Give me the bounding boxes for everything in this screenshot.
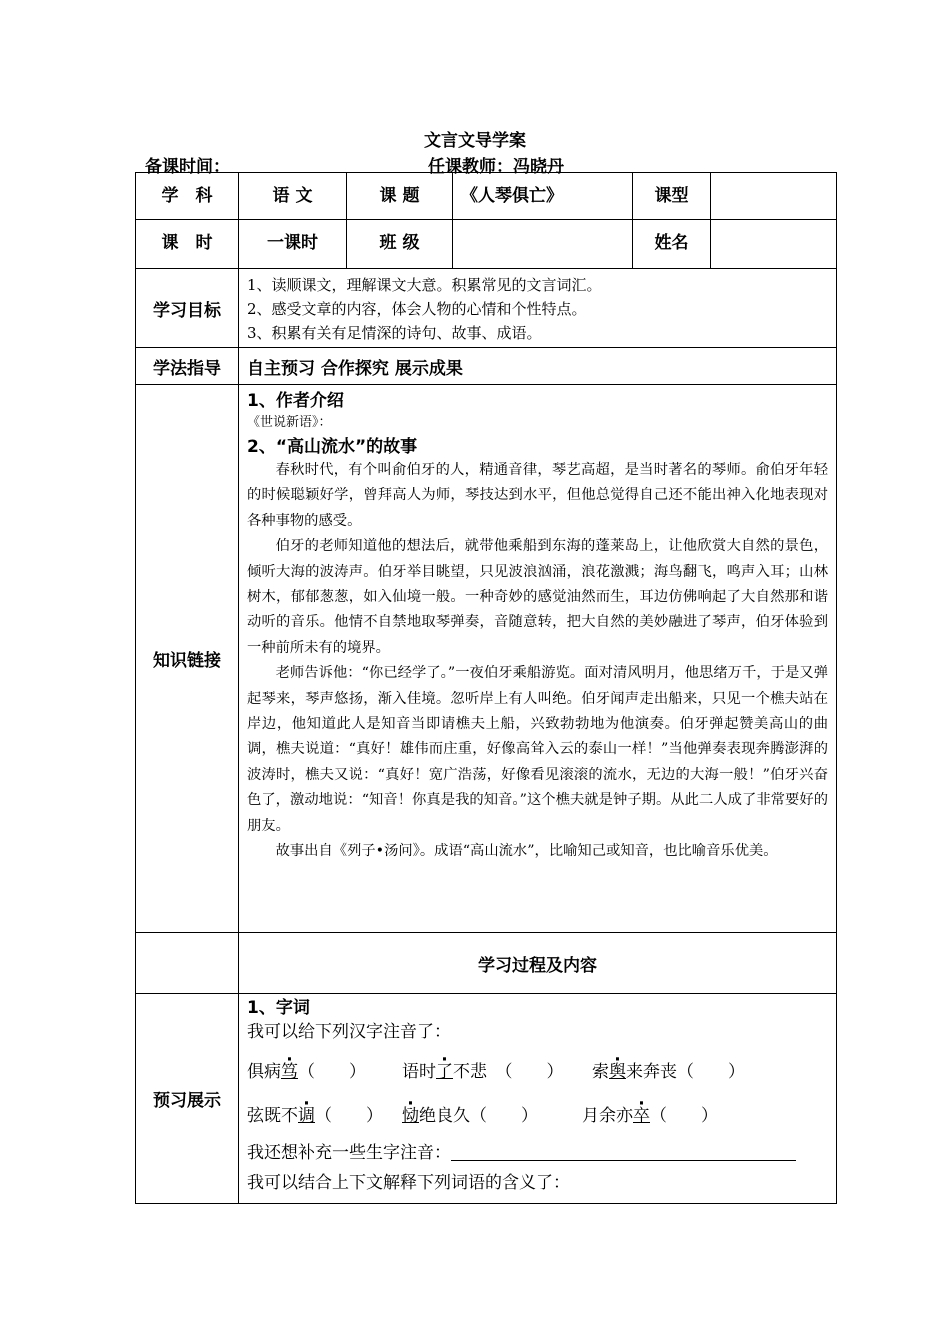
story-paragraph: 故事出自《列子•汤问》。成语“高山流水”，比喻知己或知音，也比喻音乐优美。 (275, 843, 778, 860)
knowledge-author-note: 《世说新语》： (247, 415, 332, 430)
subject-label: 学 科 (136, 173, 239, 220)
supplement-label: 我还想补充一些生字注音： (247, 1143, 451, 1163)
goal-item: 1、读顺课文，理解课文大意。积累常见的文言词汇。 (247, 275, 602, 294)
knowledge-heading-story: 2、“高山流水”的故事 (247, 437, 418, 457)
pinyin-item[interactable]: 弦既不调（ ） (247, 1106, 383, 1126)
knowledge-label: 知识链接 (136, 385, 239, 933)
row-subject (136, 173, 837, 220)
teacher-label: 任课教师：冯晓丹 (428, 157, 564, 177)
name-label: 姓名 (633, 220, 711, 269)
knowledge-content (239, 385, 837, 933)
period-label: 课 时 (136, 220, 239, 269)
class-value[interactable] (453, 220, 633, 269)
story-paragraph: 伯牙的老师知道他的想法后，就带他乘船到东海的蓬莱岛上，让他欣赏大自然的景色，倾听大海的波涛声。伯牙举目眺望，只见波浪汹涌，浪花激溅；海鸟翻飞，鸣声入耳；山林树木，郁郁葱葱，如入仙境一般。一种奇妙的感觉油然而生，耳边仿佛响起了大自然那和谐动听的音乐。他情不自禁地取琴弹奏，音随意转，把大自然的美妙融进了琴声，伯牙体验到一种前所未有的境界。 (247, 538, 828, 656)
preview-intro: 我可以给下列汉字注音了： (247, 1022, 451, 1042)
story-paragraph: 老师告诉他：“你已经学了。”一夜伯牙乘船游览。面对清风明月，他思绪万千，于是又弹起琴来，琴声悠扬，渐入佳境。忽听岸上有人叫绝。伯牙闻声走出船来，只见一个樵夫站在岸边，他知道此人是知音当即请樵夫上船，兴致勃勃地为他演奏。伯牙弹起赞美高山的曲调，樵夫说道：“真好！雄伟而庄重，好像高耸入云的泰山一样！”当他弹奏表现奔腾澎湃的波涛时，樵夫又说：“真好！宽广浩荡，好像看见滚滚的流水，无边的大海一般！”伯牙兴奋色了，激动地说：“知音！你真是我的知音。”这个樵夫就是钟子期。从此二人成了非常要好的朋友。 (247, 665, 828, 834)
preview-content (239, 994, 837, 1204)
pinyin-item[interactable]: 恸绝良久（ ） (402, 1106, 538, 1126)
knowledge-heading-author: 1、作者介绍 (247, 391, 344, 411)
row-preview (136, 994, 837, 1204)
process-empty-cell (136, 933, 239, 994)
goal-item: 2、感受文章的内容，体会人物的心情和个性特点。 (247, 299, 587, 318)
goals-list (239, 269, 837, 348)
row-period (136, 220, 837, 269)
prep-time-label: 备课时间： (145, 157, 230, 177)
pinyin-row (247, 1052, 836, 1092)
pinyin-item[interactable]: 俱病笃（ ） (247, 1062, 366, 1082)
topic-value: 《人琴俱亡》 (453, 173, 633, 220)
name-value[interactable] (711, 220, 837, 269)
process-title: 学习过程及内容 (239, 933, 837, 994)
row-knowledge (136, 385, 837, 933)
supplement-blank[interactable] (451, 1142, 796, 1161)
pinyin-item[interactable]: 月余亦卒（ ） (582, 1106, 718, 1126)
goal-item: 3、积累有关有足情深的诗句、故事、成语。 (247, 323, 542, 342)
lesson-plan-table (135, 172, 837, 1204)
preview-heading: 1、字词 (247, 998, 310, 1018)
preview-label: 预习展示 (136, 994, 239, 1204)
supplement-line (247, 1138, 836, 1168)
pinyin-item[interactable]: 语时了不悲 （ ） (402, 1062, 564, 1082)
pinyin-row (247, 1096, 836, 1136)
goals-label: 学习目标 (136, 269, 239, 348)
pinyin-item[interactable]: 索舆来奔丧（ ） (592, 1062, 745, 1082)
topic-label: 课 题 (347, 173, 453, 220)
type-value[interactable] (711, 173, 837, 220)
class-label: 班 级 (347, 220, 453, 269)
type-label: 课型 (633, 173, 711, 220)
row-goals (136, 269, 837, 348)
method-text: 自主预习 合作探究 展示成果 (239, 348, 837, 385)
row-method (136, 348, 837, 385)
row-process (136, 933, 837, 994)
period-value: 一课时 (239, 220, 347, 269)
method-label: 学法指导 (136, 348, 239, 385)
story-paragraph: 春秋时代，有个叫俞伯牙的人，精通音律，琴艺高超，是当时著名的琴师。俞伯牙年轻的时候聪颖好学，曾拜高人为师，琴技达到水平，但他总觉得自己还不能出神入化地表现对各种事物的感受。 (247, 462, 828, 529)
subject-value: 语 文 (239, 173, 347, 220)
document-title: 文言文导学案 (424, 131, 526, 151)
explain-line: 我可以结合上下文解释下列词语的含义了： (247, 1173, 570, 1193)
